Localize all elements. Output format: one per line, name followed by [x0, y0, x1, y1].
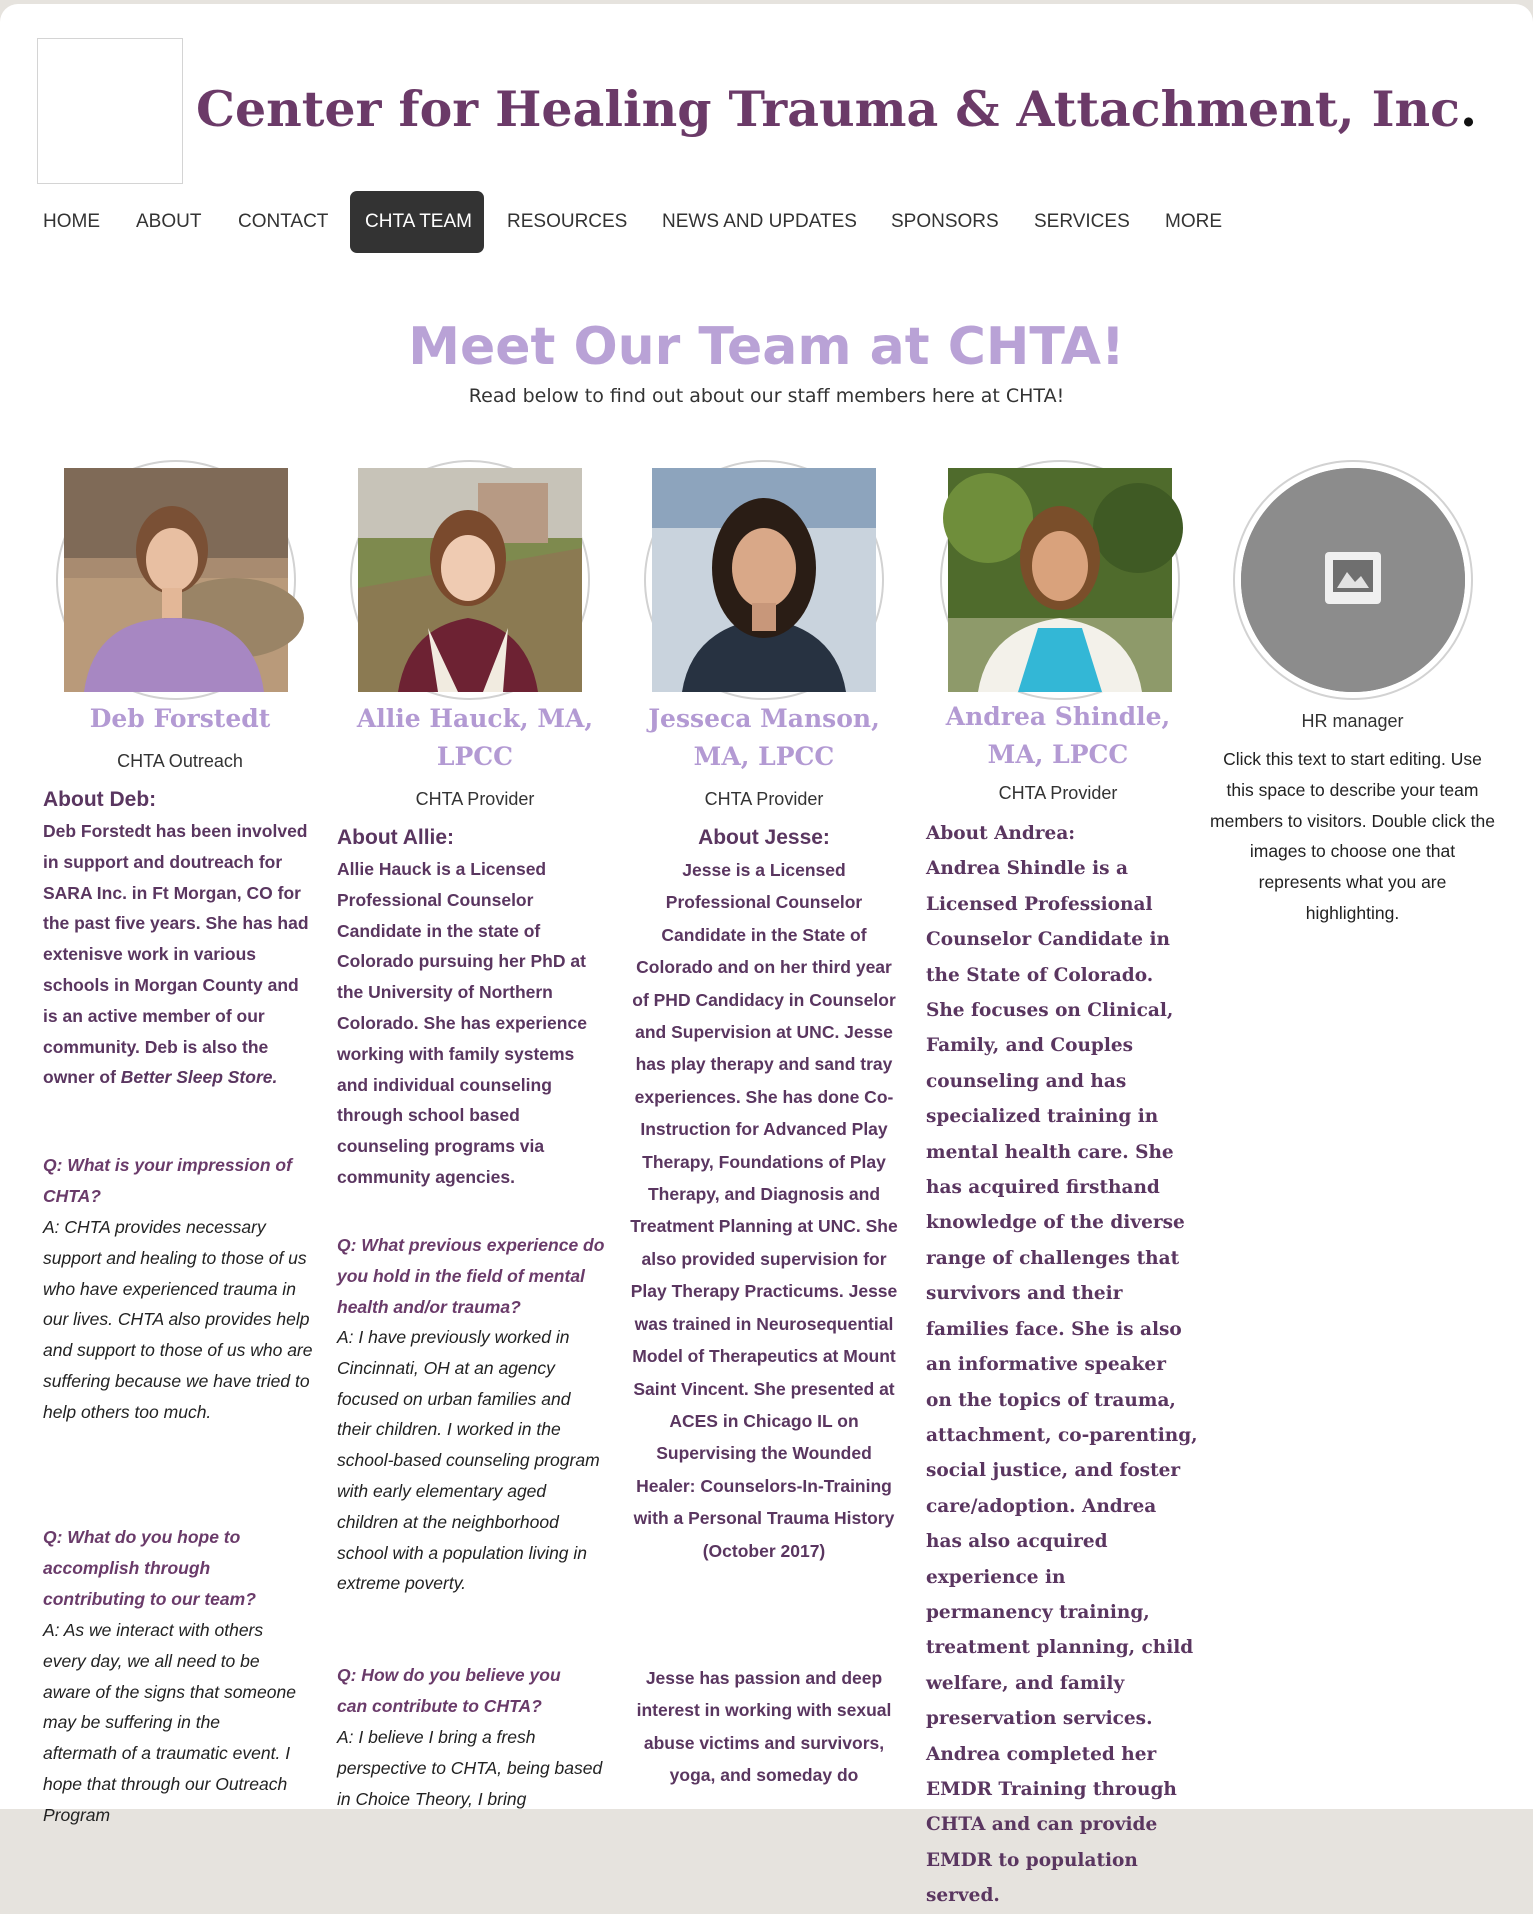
- team-member-role: CHTA Provider: [998, 783, 1118, 803]
- nav-item-contact[interactable]: CONTACT: [238, 211, 329, 232]
- team-member-role: CHTA Outreach: [117, 751, 243, 771]
- page-subheading: Read below to find out about our staff members here at CHTA!: [468, 385, 1065, 407]
- nav-item-resources[interactable]: RESOURCES: [507, 211, 628, 232]
- page: [0, 4, 1533, 1907]
- team-member-bio: [43, 816, 313, 1093]
- page-heading: Meet Our Team at CHTA!: [408, 317, 1125, 377]
- interview-answer: A: As we interact with others every day, we all need to be aware of the signs that someone may be suffering in the aftermath of a traumatic event. I hope that through our Outreach Program: [43, 1620, 296, 1825]
- main-nav: [0, 191, 1533, 253]
- nav-item-chta-team[interactable]: CHTA TEAM: [350, 191, 484, 253]
- nav-item-news-and-updates[interactable]: NEWS AND UPDATES: [662, 211, 857, 232]
- interview-answer: A: I have previously worked in Cincinnati, OH at an agency focused on urban families and their children. I worked in the school-based counseling program with early elementary aged children at the neighborhood school with a population living in extreme poverty.: [337, 1327, 600, 1594]
- interview-question: Q: What previous experience do you hold in the field of mental health and/or trauma?: [337, 1235, 605, 1317]
- interview-question: Q: How do you believe you can contribute to CHTA?: [337, 1665, 561, 1716]
- interview-question: Q: What is your impression of CHTA?: [43, 1155, 292, 1206]
- team-member-role: HR manager: [1301, 711, 1404, 731]
- team-member-name: Jesseca Manson, MA, LPCC: [648, 704, 880, 771]
- interview-question: Q: What do you hope to accomplish through contributing to our team?: [43, 1527, 256, 1609]
- site-title-dot: .: [1459, 80, 1478, 138]
- image-placeholder-icon: [1241, 468, 1465, 692]
- about-heading: About Jesse:: [698, 826, 830, 849]
- team-member-name: Deb Forstedt: [89, 704, 271, 733]
- team-member-role: CHTA Provider: [415, 789, 535, 809]
- team-member-name: Andrea Shindle, MA, LPCC: [945, 702, 1171, 769]
- nav-item-sponsors[interactable]: SPONSORS: [891, 211, 999, 232]
- about-heading: About Andrea:: [926, 823, 1076, 844]
- photo-andrea-image: [948, 468, 1172, 692]
- logo-placeholder[interactable]: [37, 38, 183, 184]
- team-member-bio: Jesse is a Licensed Professional Counselor Candidate in the State of Colorado and on her third year of PHD Candidacy in Counselor and Supervision at UNC. Jesse has play therapy and sand tray experiences. She has done Co-Instruction for Advanced Play Therapy, Foundations of Play Therapy, and Diagnosis and Treatment Planning at UNC. She also provided supervision for Play Therapy Practicums. Jesse was trained in Neurosequential Model of Therapeutics at Mount Saint Vincent. She presented at ACES in Chicago IL on Supervising the Wounded Healer: Counselors-In-Training with a Personal Trauma History (October 2017): [630, 860, 898, 1561]
- bio-store-name: Better Sleep Store.: [120, 1067, 278, 1088]
- team-member-role: CHTA Provider: [704, 789, 824, 809]
- nav-item-about[interactable]: ABOUT: [136, 211, 202, 232]
- team-member-bio: [926, 816, 1198, 1914]
- photo-allie-image: [358, 468, 582, 692]
- team-member-photo[interactable]: [56, 460, 296, 700]
- team-member-bio-continued: Jesse has passion and deep interest in working with sexual abuse victims and survivors, yoga, and someday do: [636, 1668, 892, 1786]
- team-member-photo[interactable]: [940, 460, 1180, 700]
- about-heading: About Deb:: [43, 788, 157, 811]
- interview-answer: A: CHTA provides necessary support and healing to those of us who have experienced trauma in our lives. CHTA also provides help and support to those of us who are suffering because we have tried to help others too much.: [43, 1217, 313, 1422]
- placeholder-description[interactable]: Click this text to start editing. Use this space to describe your team members to visitors. Double click the images to choose one that represents what you are highlighting.: [1210, 749, 1495, 923]
- team-member-photo[interactable]: [644, 460, 884, 700]
- nav-item-home[interactable]: HOME: [43, 211, 100, 232]
- interview-answer: A: I believe I bring a fresh perspective to CHTA, being based in Choice Theory, I bring: [337, 1727, 603, 1809]
- bio-text: Deb Forstedt has been involved in support and doutreach for SARA Inc. in Ft Morgan, CO for the past five years. She has had extenisve work in various schools in Morgan County and is an active member of our community. Deb is also the owner of: [43, 821, 309, 1088]
- team-member-photo[interactable]: [350, 460, 590, 700]
- bio-text: Andrea Shindle is a Licensed Professional Counselor Candidate in the State of Colorado. She focuses on Clinical, Family, and Couples counseling and has specialized training in mental health care. She has acquired firsthand knowledge of the diverse range of challenges that survivors and their families face. She is also an informative speaker on the topics of trauma, attachment, co-parenting, social justice, and foster care/adoption. Andrea has also acquired experience in permanency training, treatment planning, child welfare, and family preservation services. Andrea completed her EMDR Training through CHTA and can provide EMDR to population served.: [926, 858, 1198, 1907]
- nav-item-more[interactable]: MORE: [1165, 211, 1222, 232]
- photo-jesse-image: [652, 468, 876, 692]
- site-title[interactable]: [196, 74, 1477, 144]
- team-member-photo-placeholder[interactable]: [1233, 460, 1473, 700]
- about-heading: About Allie:: [337, 826, 455, 849]
- team-member-bio: Allie Hauck is a Licensed Professional Counselor Candidate in the state of Colorado pursuing her PhD at the University of Northern Colorado. She has experience working with family systems and individual counseling through school based counseling programs via community agencies.: [337, 859, 587, 1187]
- site-title-text: Center for Healing Trauma & Attachment, Inc: [196, 80, 1460, 138]
- nav-item-services[interactable]: SERVICES: [1034, 211, 1130, 232]
- team-member-name: Allie Hauck, MA, LPCC: [356, 704, 594, 771]
- photo-deb-image: [64, 468, 288, 692]
